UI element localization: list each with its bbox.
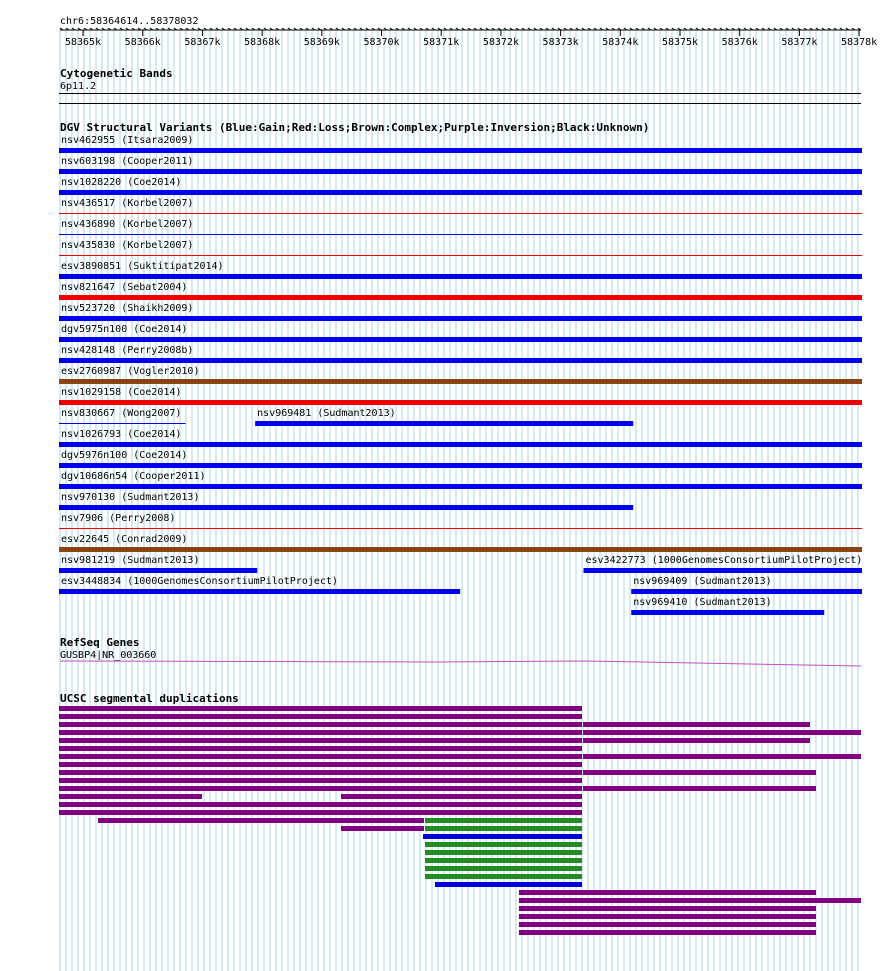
segdup-feature[interactable] <box>423 834 582 839</box>
dgv-variant-bar[interactable] <box>631 610 824 615</box>
segdup-feature[interactable] <box>425 858 582 863</box>
segdup-feature[interactable] <box>341 826 424 831</box>
dgv-item-label: nsv1029158 (Coe2014) <box>61 387 182 398</box>
dgv-variant-bar[interactable] <box>59 274 862 279</box>
segdup-feature[interactable] <box>341 794 582 799</box>
segdup-feature[interactable] <box>583 786 816 791</box>
segdup-feature[interactable] <box>59 794 202 799</box>
dgv-variant-bar[interactable] <box>59 379 862 384</box>
dgv-item-label: nsv981219 (Sudmant2013) <box>61 555 200 566</box>
dgv-variant-line[interactable] <box>59 213 862 214</box>
ruler-tick-label: 58373k <box>542 37 579 48</box>
dgv-variant-bar[interactable] <box>59 169 862 174</box>
dgv-item-label: esv3890851 (Suktitipat2014) <box>61 261 224 272</box>
dgv-variant-bar[interactable] <box>59 337 862 342</box>
dgv-variant-bar[interactable] <box>59 316 862 321</box>
segdup-track-title: UCSC segmental duplications <box>60 692 239 705</box>
segdup-feature[interactable] <box>59 722 582 727</box>
dgv-item-label: dgv10686n54 (Cooper2011) <box>61 471 206 482</box>
ruler[interactable] <box>60 28 877 48</box>
dgv-item-label: dgv5975n100 (Coe2014) <box>61 324 188 335</box>
segdup-feature[interactable] <box>425 826 582 831</box>
segdup-feature[interactable] <box>519 922 816 927</box>
dgv-variant-line[interactable] <box>59 528 862 529</box>
dgv-item-label: nsv436517 (Korbel2007) <box>61 198 194 209</box>
dgv-variant-bar[interactable] <box>59 358 862 363</box>
segdup-feature[interactable] <box>519 898 861 903</box>
segdup-feature[interactable] <box>59 754 582 759</box>
ruler-tick-label: 58375k <box>661 37 699 48</box>
segdup-feature[interactable] <box>59 706 582 711</box>
ruler-tick-label: 58366k <box>124 37 161 48</box>
dgv-variant-bar[interactable] <box>59 190 862 195</box>
segdup-feature[interactable] <box>435 882 582 887</box>
dgv-item-label: nsv1028220 (Coe2014) <box>61 177 182 188</box>
ruler-tick-label: 58367k <box>184 37 221 48</box>
dgv-item-label: nsv1026793 (Coe2014) <box>61 429 182 440</box>
cytoband-track-title: Cytogenetic Bands <box>60 67 173 80</box>
dgv-variant-bar[interactable] <box>255 421 633 426</box>
region-label: chr6:58364614..58378032 <box>60 16 199 27</box>
segdup-feature[interactable] <box>59 730 582 735</box>
ruler-tick-label: 58377k <box>781 37 818 48</box>
segdup-feature[interactable] <box>519 890 816 895</box>
dgv-item-label: nsv830667 (Wong2007) <box>61 408 182 419</box>
segdup-feature[interactable] <box>59 802 582 807</box>
segdup-feature[interactable] <box>519 930 816 935</box>
ruler-tick-label: 58368k <box>244 37 281 48</box>
dgv-item-label: nsv7906 (Perry2008) <box>61 513 176 524</box>
segdup-feature[interactable] <box>59 746 582 751</box>
refseq-track-title: RefSeq Genes <box>60 636 140 649</box>
ruler-tick-label: 58370k <box>363 37 400 48</box>
dgv-item-label: nsv821647 (Sebat2004) <box>61 282 188 293</box>
dgv-variant-line[interactable] <box>59 234 862 235</box>
dgv-item-label: nsv969409 (Sudmant2013) <box>633 576 772 587</box>
dgv-variant-bar[interactable] <box>59 148 862 153</box>
segdup-feature[interactable] <box>583 730 861 735</box>
cytoband-label: 6p11.2 <box>60 81 97 92</box>
dgv-item-label: dgv5976n100 (Coe2014) <box>61 450 188 461</box>
segdup-feature[interactable] <box>59 714 582 719</box>
dgv-variant-bar[interactable] <box>59 463 862 468</box>
dgv-item-label: nsv428148 (Perry2008b) <box>61 345 194 356</box>
segdup-feature[interactable] <box>425 842 582 847</box>
segdup-feature[interactable] <box>59 770 582 775</box>
segdup-feature[interactable] <box>583 738 810 743</box>
segdup-feature[interactable] <box>59 810 582 815</box>
segdup-feature[interactable] <box>519 914 816 919</box>
dgv-variant-bar[interactable] <box>59 547 862 552</box>
ruler-tick-label: 58371k <box>423 37 460 48</box>
dgv-variant-bar[interactable] <box>59 442 862 447</box>
refseq-gene-label: GUSBP4|NR_003660 <box>60 650 157 661</box>
segdup-feature[interactable] <box>59 778 582 783</box>
dgv-item-label: esv2760987 (Vogler2010) <box>61 366 200 377</box>
segdup-feature[interactable] <box>425 818 582 823</box>
segdup-feature[interactable] <box>583 754 861 759</box>
segdup-feature[interactable] <box>98 818 424 823</box>
dgv-item-label: nsv436890 (Korbel2007) <box>61 219 194 230</box>
dgv-track[interactable] <box>59 135 862 615</box>
dgv-item-label: esv3422773 (1000GenomesConsortiumPilotProject) <box>585 555 863 566</box>
segdup-feature[interactable] <box>59 738 582 743</box>
dgv-variant-bar[interactable] <box>59 295 862 300</box>
dgv-item-label: nsv435830 (Korbel2007) <box>61 240 194 251</box>
segdup-track[interactable] <box>59 706 861 935</box>
dgv-variant-bar[interactable] <box>59 484 862 489</box>
ruler-tick-label: 58372k <box>482 37 519 48</box>
dgv-track-title: DGV Structural Variants (Blue:Gain;Red:Loss;Brown:Complex;Purple:Inversion;Black:Unknown) <box>60 121 650 134</box>
segdup-feature[interactable] <box>583 722 810 727</box>
cytoband-bar-top <box>59 93 861 94</box>
dgv-item-label: esv22645 (Conrad2009) <box>61 534 188 545</box>
dgv-variant-line[interactable] <box>59 423 186 424</box>
dgv-item-label: nsv969410 (Sudmant2013) <box>633 597 772 608</box>
ruler-tick-label: 58378k <box>841 37 878 48</box>
dgv-variant-bar[interactable] <box>631 589 862 594</box>
segdup-feature[interactable] <box>519 906 816 911</box>
dgv-item-label: nsv970130 (Sudmant2013) <box>61 492 200 503</box>
segdup-feature[interactable] <box>425 874 582 879</box>
dgv-item-label: nsv969481 (Sudmant2013) <box>257 408 396 419</box>
dgv-variant-bar[interactable] <box>583 568 862 573</box>
cytoband-bar-bottom <box>59 103 861 104</box>
ruler-tick-label: 58376k <box>721 37 758 48</box>
segdup-feature[interactable] <box>425 850 582 855</box>
dgv-variant-line[interactable] <box>59 255 862 256</box>
dgv-variant-bar[interactable] <box>59 505 633 510</box>
dgv-variant-bar[interactable] <box>59 400 862 405</box>
dgv-item-label: nsv603198 (Cooper2011) <box>61 156 194 167</box>
segdup-feature[interactable] <box>59 786 582 791</box>
dgv-item-label: nsv523720 (Shaikh2009) <box>61 303 194 314</box>
dgv-variant-bar[interactable] <box>59 568 257 573</box>
dgv-item-label: esv3448834 (1000GenomesConsortiumPilotProject) <box>61 576 338 587</box>
dgv-item-label: nsv462955 (Itsara2009) <box>61 135 194 146</box>
dgv-variant-bar[interactable] <box>59 589 460 594</box>
ruler-tick-label: 58374k <box>602 37 639 48</box>
ruler-tick-label: 58365k <box>64 37 102 48</box>
ruler-tick-label: 58369k <box>303 37 340 48</box>
segdup-feature[interactable] <box>583 770 816 775</box>
segdup-feature[interactable] <box>59 762 582 767</box>
segdup-feature[interactable] <box>425 866 582 871</box>
